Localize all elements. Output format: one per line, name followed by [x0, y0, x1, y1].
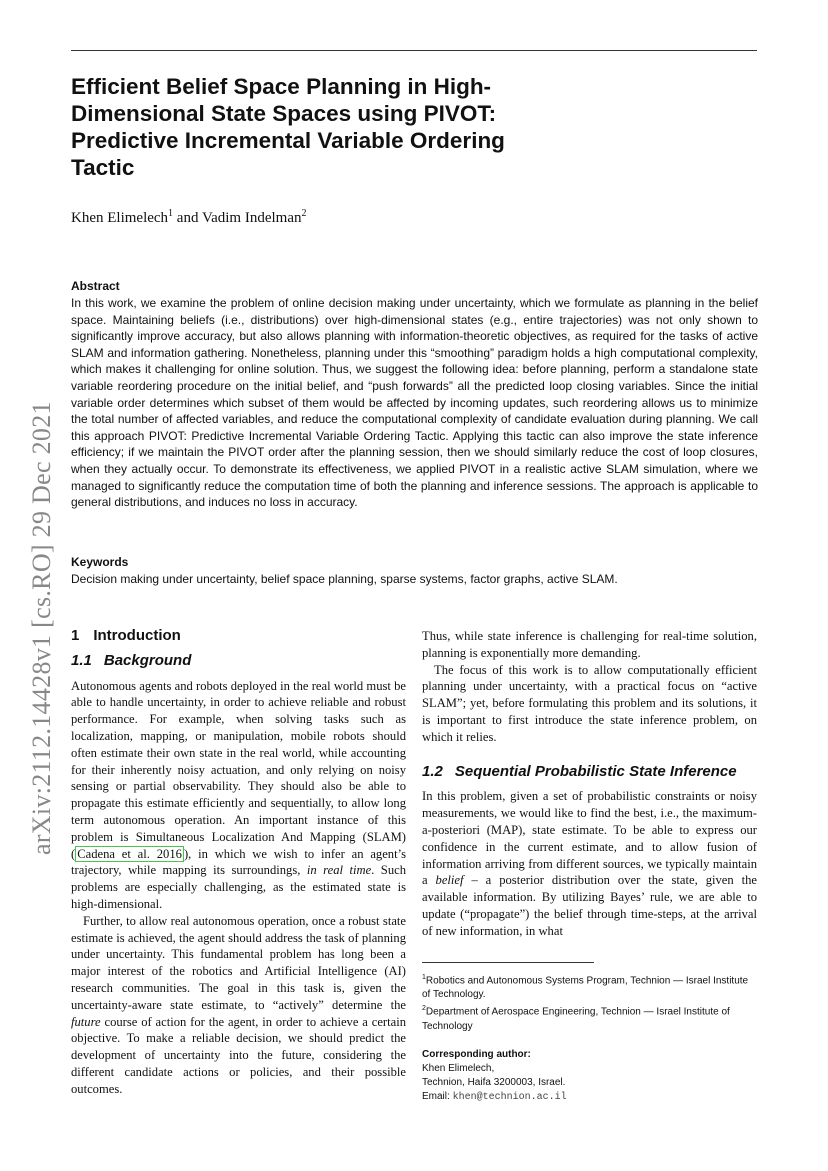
- paragraph: The focus of this work is to allow computationally efficient planning under uncertainty, with a practical focus on “active SLAM”; yet, before formulating this problem and its solutions, it is important to first introduce the state inference problem, on which it relies.: [422, 662, 757, 744]
- right-column: [422, 628, 757, 940]
- paragraph: [71, 678, 406, 913]
- section-number: 1: [71, 627, 80, 644]
- subsection-title: Sequential Probabilistic State Inference: [454, 762, 737, 780]
- affiliation-mark: 2: [301, 208, 307, 219]
- subsection-heading: [71, 653, 406, 670]
- keywords-heading: Keywords: [71, 555, 129, 569]
- email-label: Email:: [422, 1090, 453, 1102]
- footnote-text: Robotics and Autonomous Systems Program, Technion — Israel Institute of Technology.: [422, 975, 749, 1001]
- subsection-number: 1.1: [71, 651, 92, 669]
- text-run: Autonomous agents and robots deployed in the real world must be able to handle uncertainty, in order to achieve reliable and robust performance. For example, when solving tasks such as localization, mapping, or manipulation, mobile robots should often estimate their own state in the real world, while accounting for their inherently noisy actuation, and only relying on noisy sensing or partial observability. They should also be able to propagate this estimate efficiently and sequentially, to allow long term autonomous operation. An important instance of this problem is Simultaneous Localization And Mapping (SLAM) (: [71, 678, 406, 861]
- emphasis: in real time: [306, 863, 372, 878]
- text-run: course of action for the agent, in order to achieve a certain objective. To make a reliable decision, we should predict the development of uncertainty into the future, considering the different candidate actions or policies, and their possible outcomes.: [71, 1014, 406, 1096]
- footnote: [422, 971, 758, 1002]
- arxiv-stamp: arXiv:2112.14428v1 [cs.RO] 29 Dec 2021: [27, 401, 56, 855]
- author-list: [71, 208, 307, 227]
- footnote-mark: 2: [422, 1005, 426, 1013]
- abstract-heading: Abstract: [71, 279, 120, 293]
- header-rule: [71, 50, 757, 51]
- corresponding-address: Technion, Haifa 3200003, Israel.: [422, 1076, 566, 1088]
- author-name: Khen Elimelech: [71, 210, 169, 226]
- text-run: Further, to allow real autonomous operation, once a robust state estimate is achieved, the agent should address the task of planning under uncertainty. This fundamental problem has long been a major interest of the robotics and Artificial Intelligence (AI) research communities. The goal in this task is, given the uncertainty-aware state estimate, to “actively” determine the: [71, 913, 406, 1012]
- corresponding-label: Corresponding author:: [422, 1048, 531, 1060]
- abstract-text: In this work, we examine the problem of online decision making under uncertainty, which we formulate as planning in the belief space. Maintaining beliefs (i.e., distributions) over high-dimensional states (e.g., entire trajectories) was not only shown to significantly improve accuracy, but also allows planning with information-theoretic objectives, as required for the tasks of active SLAM and information gathering. Nonetheless, planning under this “smoothing” paradigm holds a high computational complexity, which makes it challenging for online solution. Thus, we suggest the following idea: before planning, perform a standalone state variable reordering procedure on the initial belief, and “push forwards” all the predicted loop closing variables. Since the initial variable order determines which subset of them would be affected by incoming updates, such reordering allows us to minimize the total number of affected variables, and reduce the computational complexity of candidate evaluation during planning. We call this approach PIVOT: Predictive Incremental Variable Ordering Tactic. Applying this tactic can also improve the state inference efficiency; if we maintain the PIVOT order after the planning session, then we should similarly reduce the cost of loop closures, when they actually occur. To demonstrate its effectiveness, we applied PIVOT in a realistic active SLAM simulation, where we managed to significantly reduce the computation time of both the planning and inference sessions. The approach is applicable to general distributions, and induces no loss in accuracy.: [71, 296, 758, 510]
- citation-link[interactable]: Cadena et al. 2016: [77, 846, 182, 861]
- emphasis: future: [71, 1014, 101, 1029]
- text-run: . Such problems are especially challenging, as the estimated state is high-dimensional.: [71, 863, 406, 911]
- paragraph: Thus, while state inference is challenging for real-time solution, planning is exponentially more demanding.: [422, 629, 757, 660]
- emphasis: belief: [435, 873, 464, 888]
- author-separator: and: [173, 210, 202, 226]
- footnote-mark: 1: [422, 974, 426, 981]
- affiliation-mark: 1: [168, 208, 174, 219]
- paper-title: Efficient Belief Space Planning in High-Dimensional State Spaces using PIVOT: Predictive Incremental Variable Ordering Tactic: [71, 74, 505, 180]
- email-link[interactable]: khen@technion.ac.il: [452, 1091, 567, 1103]
- section-heading: [71, 628, 406, 645]
- keywords: [71, 555, 758, 588]
- corresponding-name: Khen Elimelech,: [422, 1062, 495, 1074]
- footnotes: [422, 962, 758, 1105]
- paragraph: [422, 788, 757, 939]
- footnote: [422, 1002, 758, 1033]
- subsection-title: Background: [103, 651, 192, 669]
- section-title: Introduction: [93, 627, 181, 644]
- text-run: ), in which we wish to infer an agent’s trajectory, while mapping its surroundings,: [71, 846, 406, 878]
- email-line: [422, 1090, 758, 1105]
- subsection-heading: [422, 764, 757, 781]
- author-name: Vadim Indelman: [201, 210, 302, 226]
- keywords-text: Decision making under uncertainty, belief space planning, sparse systems, factor graphs, active SLAM.: [71, 572, 618, 586]
- footnote-text: Department of Aerospace Engineering, Technion — Israel Institute of Technology: [422, 1006, 730, 1032]
- subsection-number: 1.2: [422, 762, 443, 780]
- left-column: [71, 628, 406, 1098]
- paragraph: [71, 913, 406, 1098]
- abstract: [71, 279, 758, 511]
- corresponding-author: [422, 1048, 758, 1105]
- text-run: – a posterior distribution over the state, given the available information. By utilizing Bayes’ rule, we are able to update (“propagate”) the belief through time-steps, at the arrival of new information, in what: [422, 873, 757, 938]
- text-run: In this problem, given a set of probabilistic constraints or noisy measurements, we would like to find the best, i.e., the maximum-a-posteriori (MAP), state estimate. To be able to express our confidence in the current estimate, and to allow fusion of information arriving from different sources, we typically maintain a: [422, 789, 757, 888]
- footnote-rule: [422, 962, 594, 963]
